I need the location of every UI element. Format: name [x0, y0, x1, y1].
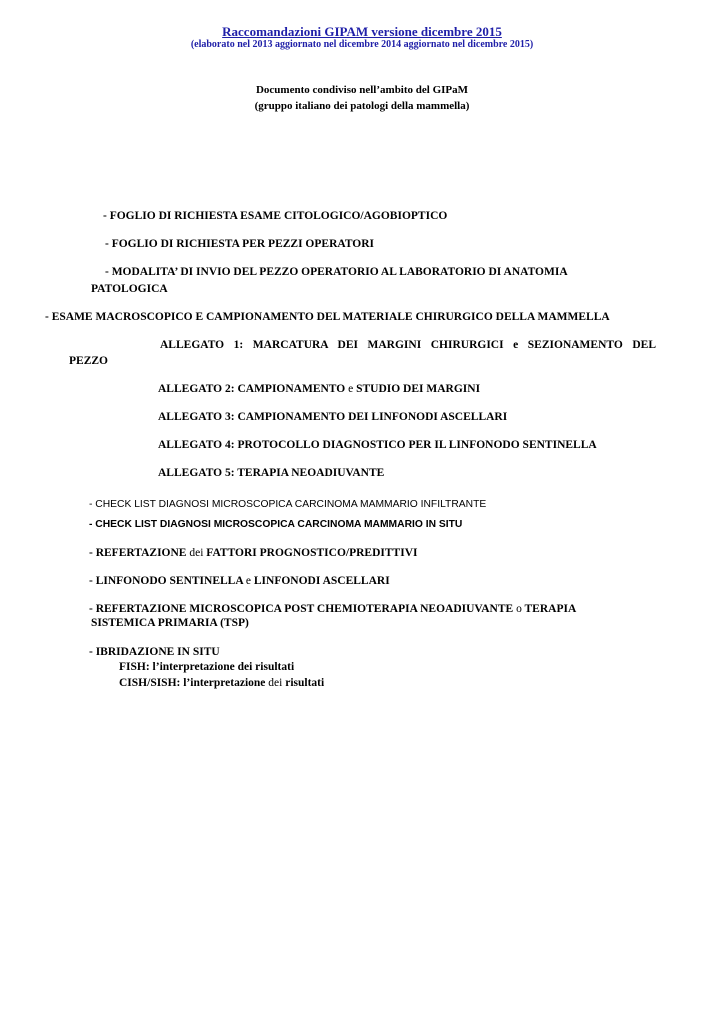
- intro-line-1: Documento condiviso nell’ambito del GIPaM: [255, 84, 469, 96]
- ibridazione-cish-dei: dei: [268, 677, 283, 689]
- ibridazione-cish-pre: CISH/SISH: l’interpretazione: [119, 677, 269, 689]
- ibridazione-title: - IBRIDAZIONE IN SITU: [89, 646, 220, 658]
- section-esame-macroscopico: - ESAME MACROSCOPICO E CAMPIONAMENTO DEL MATERIALE CHIRURGICO DELLA MAMMELLA: [45, 311, 610, 323]
- refertazione-fattori-post: FATTORI PROGNOSTICO/PREDITTIVI: [203, 547, 418, 559]
- allegato-4: ALLEGATO 4: PROTOCOLLO DIAGNOSTICO PER IL LINFONODO SENTINELLA: [158, 439, 597, 451]
- refertazione-fattori: [89, 547, 417, 559]
- ibridazione-cish-post: risultati: [282, 677, 325, 689]
- document-subtitle: (elaborato nel 2013 aggiornato nel dicembre 2014 aggiornato nel dicembre 2015): [190, 39, 534, 50]
- refertazione-post-chemio-line-2: SISTEMICA PRIMARIA (TSP): [91, 617, 249, 629]
- refertazione-post-chemio-post: TERAPIA: [521, 603, 577, 615]
- linfonodo-sentinella-post: LINFONODI ASCELLARI: [251, 575, 390, 587]
- refertazione-post-chemio-pre: - REFERTAZIONE MICROSCOPICA POST CHEMIOTERAPIA NEOADIUVANTE: [89, 603, 517, 615]
- linfonodo-sentinella-e: e: [245, 575, 251, 587]
- allegato-2: [158, 383, 480, 395]
- ibridazione-fish: FISH: l’interpretazione dei risultati: [119, 661, 295, 673]
- intro-line-2: (gruppo italiano dei patologi della mammella): [254, 100, 470, 112]
- checklist-infiltrante: - CHECK LIST DIAGNOSI MICROSCOPICA CARCINOMA MAMMARIO INFILTRANTE: [89, 499, 487, 510]
- checklist-in-situ: - CHECK LIST DIAGNOSI MICROSCOPICA CARCINOMA MAMMARIO IN SITU: [89, 519, 463, 530]
- section-modalita-invio-line-1: - MODALITA’ DI INVIO DEL PEZZO OPERATORIO AL LABORATORIO DI ANATOMIA: [105, 266, 568, 278]
- linfonodo-sentinella-pre: - LINFONODO SENTINELLA: [89, 575, 246, 587]
- linfonodo-sentinella: [89, 575, 390, 587]
- document-title: Raccomandazioni GIPAM versione dicembre 2015: [222, 24, 502, 39]
- refertazione-fattori-pre: - REFERTAZIONE: [89, 547, 190, 559]
- ibridazione-cish: [119, 677, 324, 689]
- allegato-2-post: STUDIO DEI MARGINI: [353, 383, 481, 395]
- allegato-3: ALLEGATO 3: CAMPIONAMENTO DEI LINFONODI ASCELLARI: [158, 411, 508, 423]
- allegato-1-line-2: PEZZO: [69, 355, 108, 367]
- refertazione-post-chemio-o: o: [516, 603, 522, 615]
- section-modalita-invio-line-2: PATOLOGICA: [91, 283, 168, 295]
- allegato-1-line-1: ALLEGATO 1: MARCATURA DEI MARGINI CHIRURGICI e SEZIONAMENTO DEL: [160, 339, 656, 351]
- allegato-2-e: e: [348, 383, 354, 395]
- refertazione-fattori-dei: dei: [189, 547, 204, 559]
- section-foglio-pezzi-operatori: - FOGLIO DI RICHIESTA PER PEZZI OPERATORI: [105, 238, 375, 250]
- refertazione-post-chemio-line-1: [89, 603, 576, 615]
- allegato-2-pre: ALLEGATO 2: CAMPIONAMENTO: [158, 383, 349, 395]
- allegato-5: ALLEGATO 5: TERAPIA NEOADIUVANTE: [158, 467, 385, 479]
- section-foglio-citologico: - FOGLIO DI RICHIESTA ESAME CITOLOGICO/AGOBIOPTICO: [103, 210, 448, 222]
